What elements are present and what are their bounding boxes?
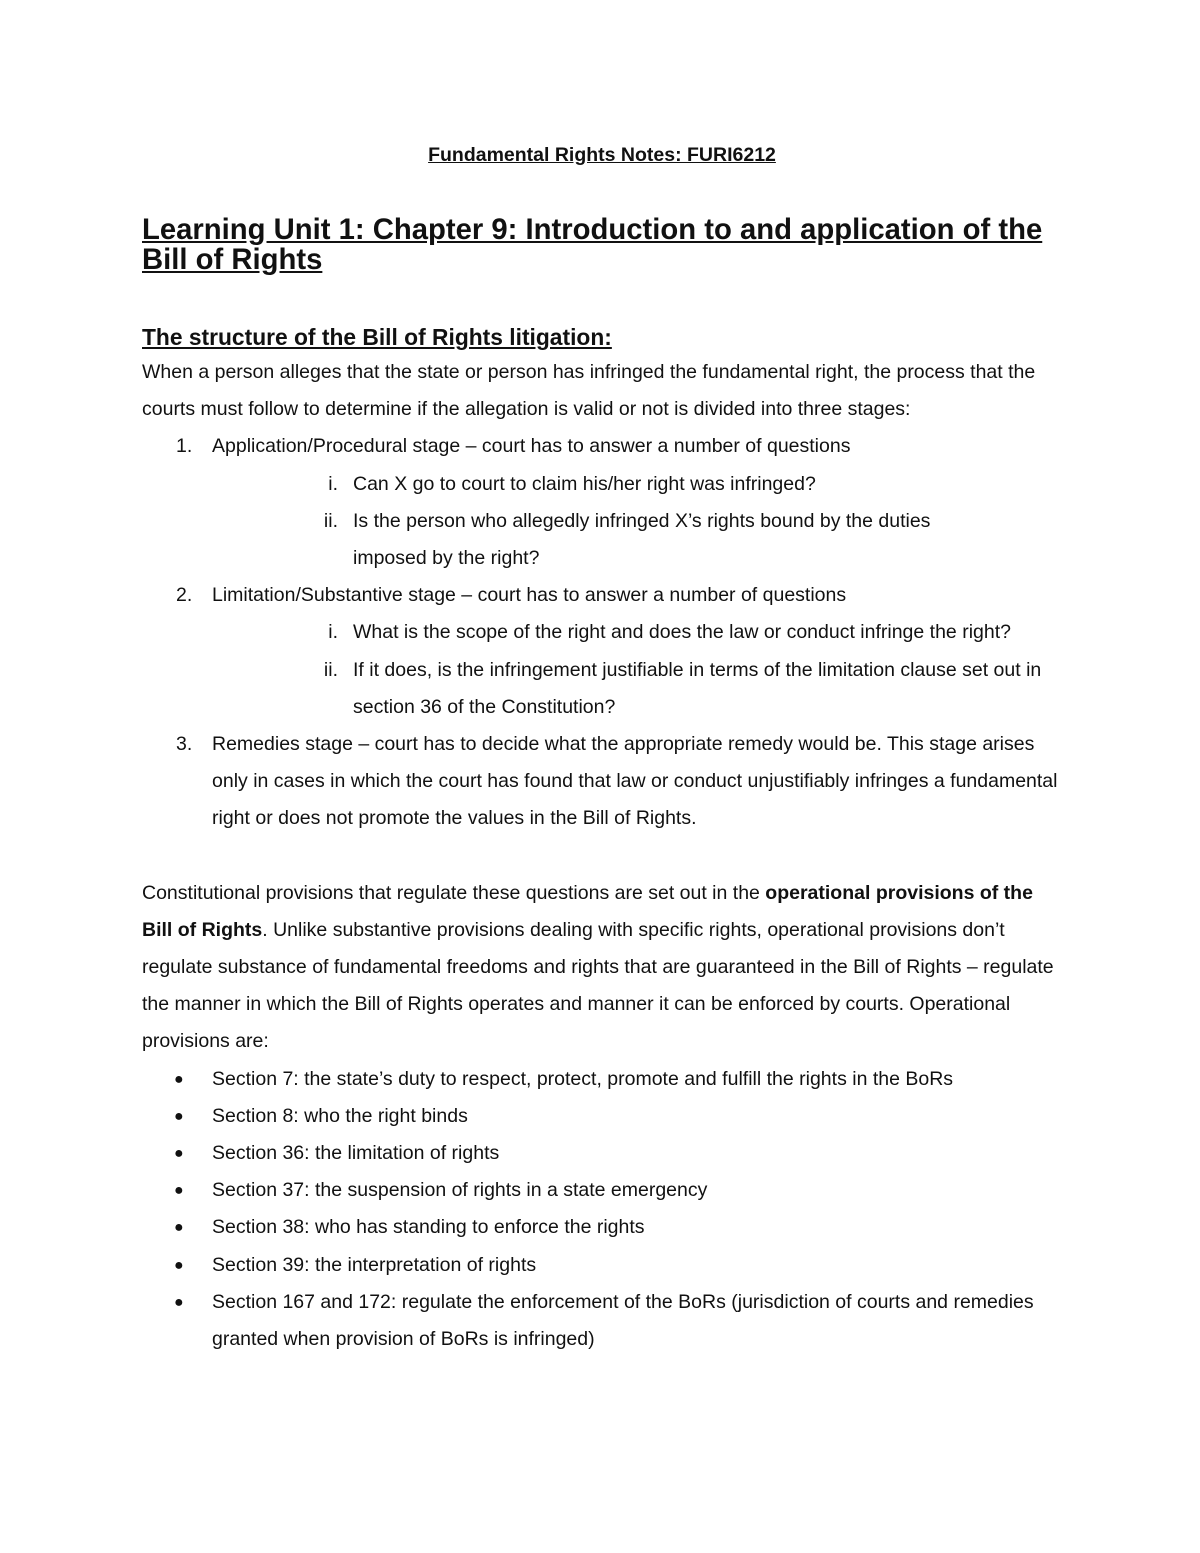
provision-item <box>142 1061 1062 1098</box>
provision-text: Section 37: the suspension of rights in a state emergency <box>212 1179 708 1202</box>
bullet-icon: ● <box>174 1256 184 1274</box>
stage-number: 3. <box>176 733 193 756</box>
bullet-icon: ● <box>174 1219 184 1237</box>
provision-item <box>142 1209 1062 1246</box>
bullet-icon: ● <box>174 1070 184 1088</box>
unit-heading: Learning Unit 1: Chapter 9: Introduction to and application of the Bill of Rights <box>142 214 1043 276</box>
question-text: What is the scope of the right and does the law or conduct infringe the right? <box>353 621 1011 644</box>
question-item <box>142 503 1062 577</box>
intro-paragraph: When a person alleges that the state or person has infringed the fundamental right, the process that the courts must follow to determine if the allegation is valid or not is divided into three stages: <box>142 361 1036 421</box>
stage-item <box>142 577 1062 726</box>
stages-list <box>142 428 1062 837</box>
provision-text: Section 8: who the right binds <box>212 1104 468 1127</box>
stage-item <box>142 428 1062 577</box>
provisions-list <box>142 1061 1062 1359</box>
stage-text: Limitation/Substantive stage – court has to answer a number of questions <box>212 584 847 607</box>
document-body <box>142 140 1062 1358</box>
stage-number: 1. <box>176 435 193 458</box>
stage-text: Application/Procedural stage – court has to answer a number of questions <box>212 435 851 458</box>
question-item <box>142 466 1062 503</box>
provision-item <box>142 1247 1062 1284</box>
stage-item <box>142 726 1062 838</box>
section-heading: The structure of the Bill of Rights litigation: <box>142 324 612 350</box>
stage-questions <box>142 614 1062 726</box>
provision-text: Section 36: the limitation of rights <box>212 1142 500 1165</box>
provision-item <box>142 1135 1062 1172</box>
bullet-icon: ● <box>174 1107 184 1125</box>
question-item <box>142 652 1062 726</box>
stage-number: 2. <box>176 584 193 607</box>
stage-questions <box>142 466 1062 578</box>
para-bold-term: operational provisions of the Bill of Rights <box>142 881 1033 941</box>
question-item <box>142 614 1062 651</box>
provision-text: Section 167 and 172: regulate the enforcement of the BoRs (jurisdiction of courts and remedies granted when provision of BoRs is infringed) <box>212 1290 1034 1351</box>
question-numeral: ii. <box>323 509 338 532</box>
bullet-icon: ● <box>174 1293 184 1311</box>
provision-text: Section 38: who has standing to enforce the rights <box>212 1216 645 1239</box>
page-title: Fundamental Rights Notes: FURI6212 <box>428 144 776 166</box>
operational-provisions-paragraph <box>142 875 1062 1061</box>
question-text: Can X go to court to claim his/her right was infringed? <box>353 472 816 495</box>
provision-item <box>142 1284 1062 1358</box>
provision-item <box>142 1172 1062 1209</box>
question-numeral: i. <box>328 621 338 644</box>
para-text-before: Constitutional provisions that regulate these questions are set out in the <box>142 881 766 904</box>
question-numeral: i. <box>328 472 338 495</box>
provision-item <box>142 1098 1062 1135</box>
provision-text: Section 39: the interpretation of rights <box>212 1253 537 1276</box>
bullet-icon: ● <box>174 1182 184 1200</box>
bullet-icon: ● <box>174 1145 184 1163</box>
question-numeral: ii. <box>323 658 338 681</box>
para-text-after: . Unlike substantive provisions dealing with specific rights, operational provisions don’t regulate substance of fundamental freedoms and rights that are guaranteed in the Bill of Rights – regulate the manner in which the Bill of Rights operates and manner it can be enforced by courts. Operational provisions are: <box>142 918 1054 1053</box>
question-text: Is the person who allegedly infringed X’s rights bound by the duties imposed by the right? <box>353 509 931 570</box>
stage-text: Remedies stage – court has to decide what the appropriate remedy would be. This stage arises only in cases in which the court has found that law or conduct unjustifiably infringes a fundamental right or does not promote the values in the Bill of Rights. <box>212 733 1058 830</box>
question-text: If it does, is the infringement justifiable in terms of the limitation clause set out in section 36 of the Constitution? <box>353 658 1042 718</box>
provision-text: Section 7: the state’s duty to respect, protect, promote and fulfill the rights in the BoRs <box>212 1067 954 1090</box>
